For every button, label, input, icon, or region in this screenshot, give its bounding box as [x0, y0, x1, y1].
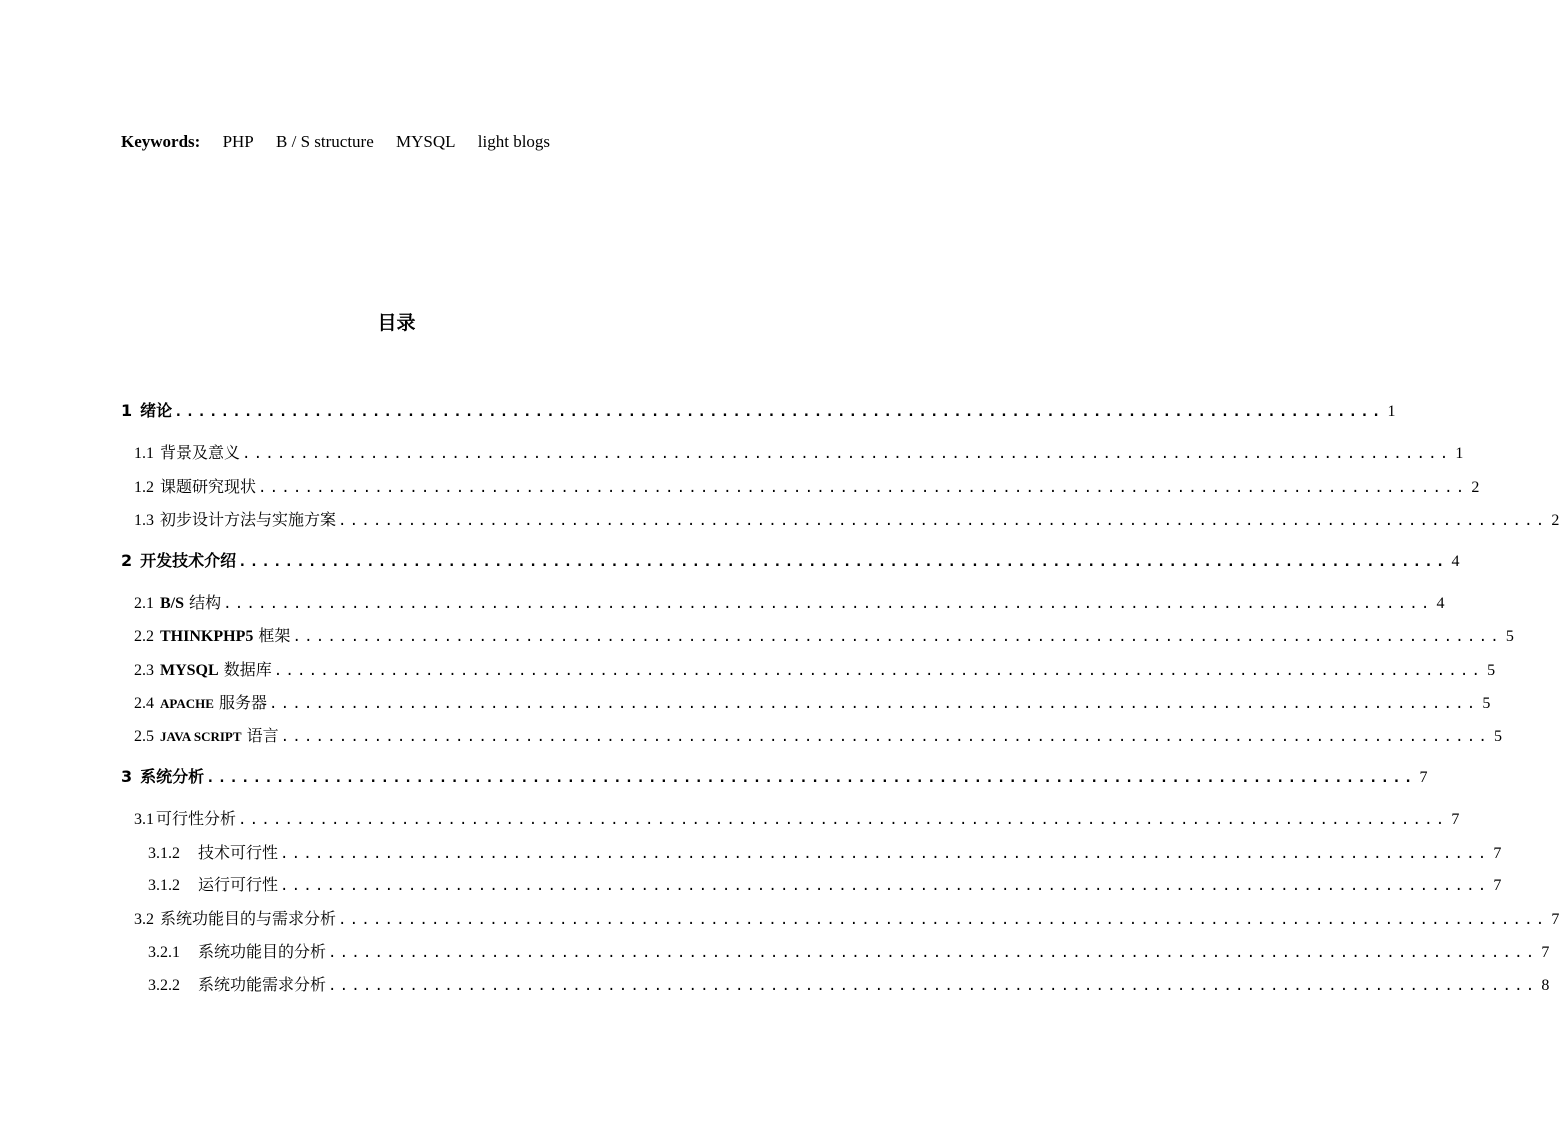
- toc-entry-3-2[interactable]: [134, 909, 1559, 930]
- dot-leader: ........................................................................................................: [338, 912, 1548, 928]
- dot-leader: ........................................................................................................: [328, 945, 1538, 961]
- toc-page-number: 1: [1455, 445, 1464, 462]
- toc-page-number: 2: [1551, 512, 1559, 529]
- dot-leader: ........................................................................................................: [280, 878, 1490, 894]
- dot-leader: ........................................................................................................: [328, 978, 1538, 994]
- toc-text: 服务器: [213, 693, 268, 712]
- toc-number: 1: [121, 401, 133, 420]
- toc-number: 3.2.2: [148, 977, 180, 994]
- dot-leader: ........................................................................................................: [174, 404, 1384, 420]
- toc-text-en: B/S: [160, 595, 185, 612]
- toc-text: 开发技术介绍: [140, 551, 237, 570]
- toc-text: 系统分析: [140, 767, 205, 786]
- toc-text: 系统功能目的分析: [198, 942, 327, 961]
- dot-leader: ........................................................................................................: [280, 846, 1490, 862]
- dot-leader: ........................................................................................................: [269, 696, 1479, 712]
- toc-entry-2[interactable]: [121, 551, 1460, 572]
- toc-page-number: 1: [1387, 403, 1396, 420]
- toc-entry-3[interactable]: [121, 767, 1428, 788]
- toc-text: 框架: [253, 626, 291, 645]
- dot-leader: ........................................................................................................: [338, 513, 1548, 529]
- toc-entry-2-3[interactable]: [134, 660, 1496, 681]
- toc-entry-1[interactable]: [121, 401, 1396, 422]
- toc-number: 2.4: [134, 695, 154, 712]
- toc-entry-2-1[interactable]: [134, 593, 1445, 614]
- dot-leader: ........................................................................................................: [223, 596, 1433, 612]
- toc-number: 2: [121, 551, 133, 570]
- toc-text: 可行性分析: [156, 809, 237, 828]
- toc-text-en: THINKPHP5: [160, 628, 254, 645]
- dot-leader: ........................................................................................................: [280, 729, 1491, 745]
- toc-text: 课题研究现状: [160, 477, 257, 496]
- dot-leader: ........................................................................................................: [273, 663, 1484, 679]
- dot-leader: ........................................................................................................: [292, 629, 1502, 645]
- toc-text-en: MYSQL: [160, 662, 219, 679]
- toc-entry-2-2[interactable]: [134, 626, 1514, 647]
- toc-page-number: 4: [1436, 595, 1445, 612]
- toc-number: 2.1: [134, 595, 154, 612]
- toc-text: 语言: [241, 726, 279, 745]
- toc-number: 3.1.2: [148, 877, 180, 894]
- toc-number: 1.2: [134, 479, 154, 496]
- toc-entry-1-3[interactable]: [134, 510, 1559, 531]
- toc-entry-3-1-2a[interactable]: [148, 843, 1502, 864]
- toc-page-number: 5: [1482, 695, 1491, 712]
- toc-number: 3.1: [134, 811, 154, 828]
- toc-page-number: 7: [1419, 769, 1428, 786]
- toc-entry-2-5[interactable]: [134, 726, 1503, 747]
- keyword-item: MYSQL: [396, 132, 456, 151]
- toc-page-number: 5: [1505, 628, 1514, 645]
- toc-number: 3.1.2: [148, 845, 180, 862]
- toc-text: 技术可行性: [198, 843, 279, 862]
- toc-number: 3: [121, 767, 133, 786]
- keyword-item: light blogs: [477, 132, 551, 151]
- keyword-item: B / S structure: [276, 132, 374, 151]
- toc-text: 绪论: [140, 401, 173, 420]
- toc-page-number: 7: [1541, 944, 1550, 961]
- toc-page-number: 7: [1493, 877, 1502, 894]
- toc-page-number: 7: [1493, 845, 1502, 862]
- toc-page-number: 5: [1494, 728, 1503, 745]
- toc-number: 2.5: [134, 728, 154, 745]
- toc-page-number: 7: [1451, 811, 1460, 828]
- toc-number: 3.2: [134, 911, 154, 928]
- toc-page-number: 8: [1541, 977, 1550, 994]
- toc-text: 初步设计方法与实施方案: [160, 510, 337, 529]
- toc-text: 系统功能目的与需求分析: [160, 909, 337, 928]
- toc-entry-3-1[interactable]: [134, 809, 1460, 830]
- toc-entry-3-2-1[interactable]: [148, 942, 1550, 963]
- dot-leader: ........................................................................................................: [258, 480, 1468, 496]
- keyword-item: PHP: [222, 132, 254, 151]
- toc-entry-1-1[interactable]: [134, 443, 1464, 464]
- toc-page-number: 5: [1487, 662, 1496, 679]
- toc-entry-1-2[interactable]: [134, 477, 1480, 498]
- toc-title: 目录: [377, 312, 416, 334]
- toc-text: 运行可行性: [198, 875, 279, 894]
- dot-leader: ........................................................................................................: [242, 446, 1452, 462]
- dot-leader: ........................................................................................................: [238, 554, 1448, 570]
- toc-entry-3-2-2[interactable]: [148, 975, 1550, 996]
- toc-text-en: JAVA SCRIPT: [160, 729, 242, 744]
- toc-number: 2.2: [134, 628, 154, 645]
- toc-entry-3-1-2b[interactable]: [148, 875, 1502, 896]
- toc-entry-2-4[interactable]: [134, 693, 1491, 714]
- keywords-line: [121, 132, 568, 152]
- toc-text: 数据库: [218, 660, 272, 679]
- toc-text: 背景及意义: [160, 443, 241, 462]
- toc-text: 系统功能需求分析: [198, 975, 327, 994]
- toc-page-number: 2: [1471, 479, 1480, 496]
- toc-number: 1.1: [134, 445, 154, 462]
- dot-leader: ........................................................................................................: [238, 812, 1448, 828]
- toc-page-number: 4: [1451, 553, 1460, 570]
- toc-text-en: APACHE: [160, 696, 214, 711]
- toc-page-number: 7: [1551, 911, 1559, 928]
- toc-number: 3.2.1: [148, 944, 180, 961]
- dot-leader: ........................................................................................................: [206, 770, 1416, 786]
- toc-text: 结构: [184, 593, 222, 612]
- toc-number: 2.3: [134, 662, 154, 679]
- keywords-label: Keywords:: [121, 132, 201, 151]
- toc-number: 1.3: [134, 512, 154, 529]
